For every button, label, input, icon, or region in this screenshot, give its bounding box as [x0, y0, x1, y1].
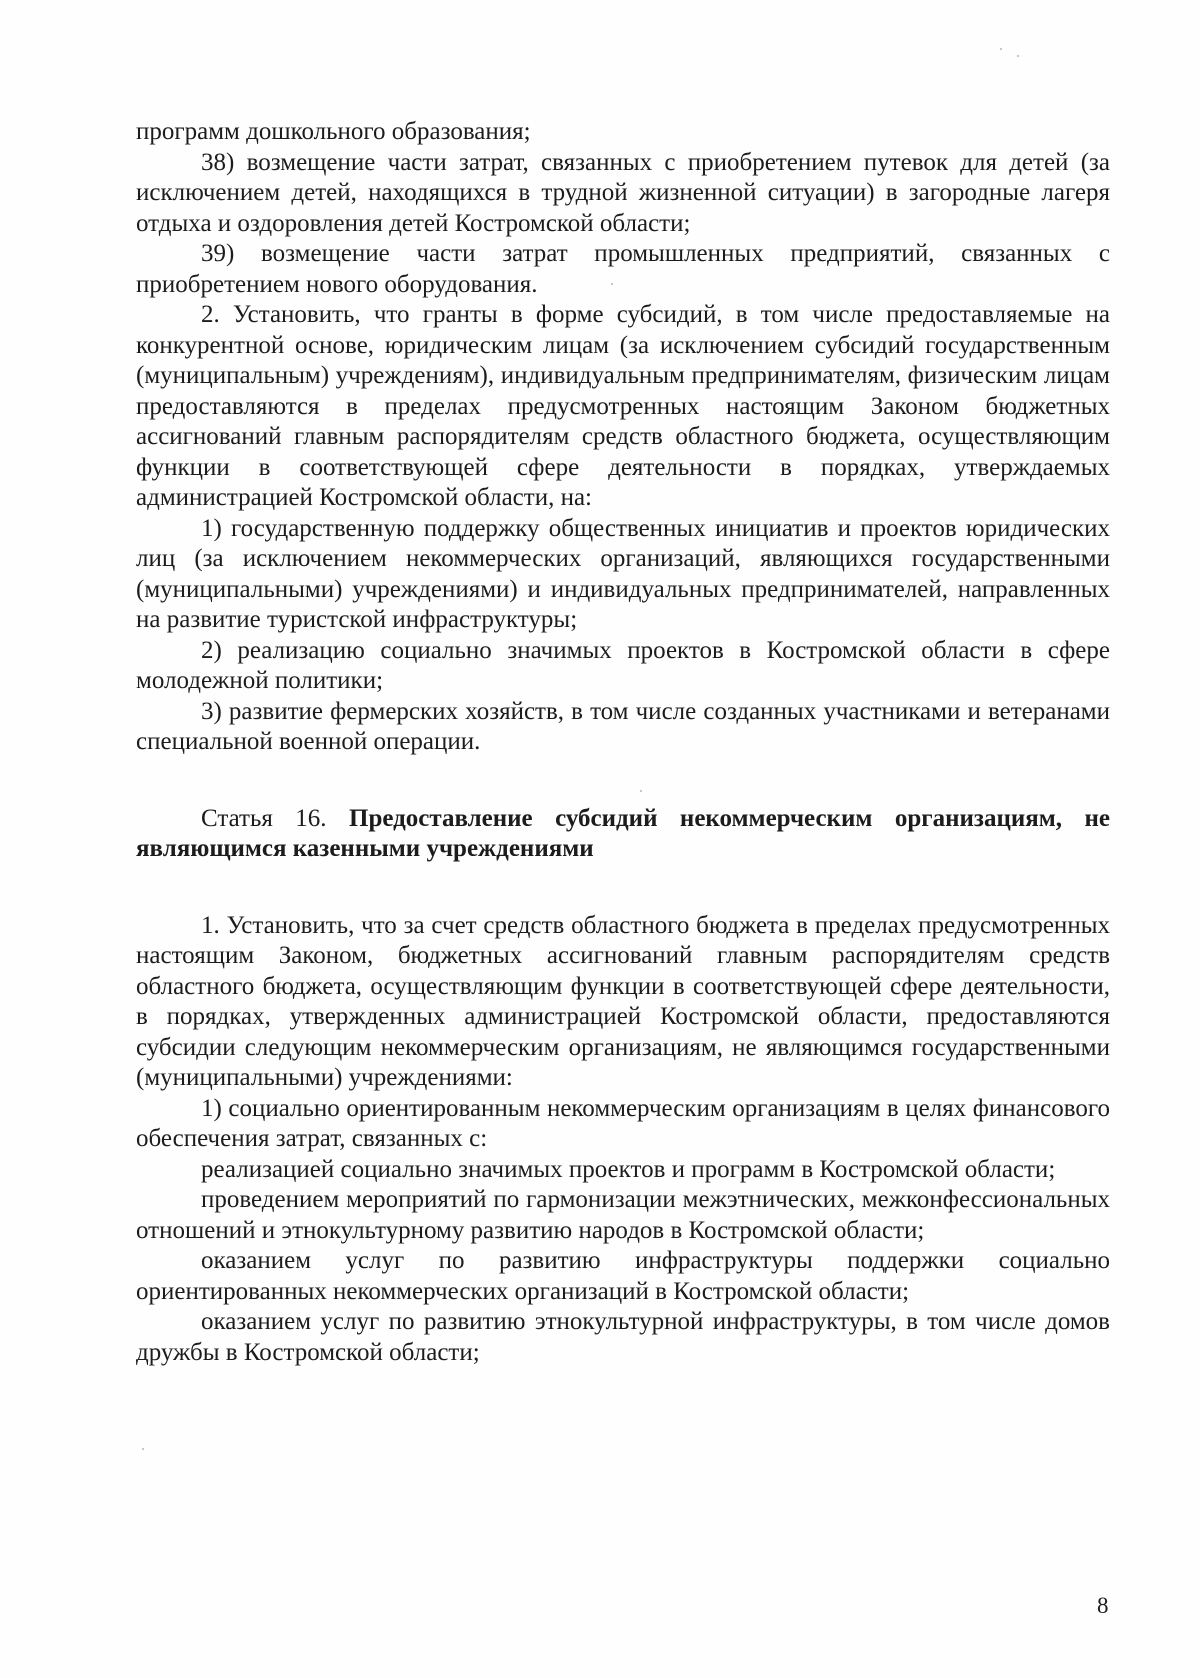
paragraph: 38) возмещение части затрат, связанных с приобретением путевок для детей (за исключением детей, находящихся в трудной жизненной ситуации) в загородные лагеря отдыха и оздоровления детей Костромской области;	[136, 148, 1110, 237]
paragraph: 2. Установить, что гранты в форме субсидий, в том числе предоставляемые на конкурентной основе, юридическим лицам (за исключением субсидий государственным (муниципальным) учреждениям), индивидуальным предпринимателям, физическим лицам предоставляются в пределах предусмотренных настоящим Законом бюджетных ассигнований главным распорядителям средств областного бюджета, осуществляющим функции в соответствующей сфере деятельности в порядках, утверждаемых администрацией Костромской области, на:	[136, 301, 1110, 511]
article-title: Предоставление субсидий некоммерческим организациям, не являющимся казенными учреждениями	[136, 804, 1110, 862]
paragraph: проведением мероприятий по гармонизации межэтнических, межконфессиональных отношений и этнокультурному развитию народов в Костромской области;	[136, 1186, 1110, 1244]
document-body	[136, 117, 1110, 1368]
paragraph: 1) государственную поддержку общественных инициатив и проектов юридических лиц (за исключением некоммерческих организаций, являющихся государственными (муниципальными) учреждениями) и индивидуальных предпринимателей, направленных на развитие туристской инфраструктуры;	[136, 514, 1110, 633]
paragraph: программ дошкольного образования;	[136, 118, 531, 145]
paragraph: оказанием услуг по развитию этнокультурной инфраструктуры, в том числе домов дружбы в Костромской области;	[136, 1308, 1110, 1366]
paragraph: 2) реализацию социально значимых проектов в Костромской области в сфере молодежной политики;	[136, 636, 1110, 694]
article-heading	[136, 804, 1110, 865]
article-prefix: Статья 16.	[201, 804, 349, 832]
paragraph: 1. Установить, что за счет средств областного бюджета в пределах предусмотренных настоящим Законом, бюджетных ассигнований главным распорядителям средств областного бюджета, осуществляющим функции в соответствующей сфере деятельности, в порядках, утвержденных администрацией Костромской области, предоставляются субсидии следующим некоммерческим организациям, не являющимся государственными (муниципальными) учреждениями:	[136, 911, 1110, 1091]
paragraph: 1) социально ориентированным некоммерческим организациям в целях финансового обеспечения затрат, связанных с:	[136, 1094, 1110, 1152]
paragraph: реализацией социально значимых проектов и программ в Костромской области;	[201, 1155, 1056, 1183]
paragraph: 39) возмещение части затрат промышленных предприятий, связанных с приобретением нового оборудования.	[136, 240, 1110, 298]
scan-speck	[640, 790, 642, 792]
scan-speck	[611, 283, 613, 285]
page-number: 8	[1097, 1593, 1109, 1618]
scan-speck	[1000, 48, 1002, 50]
scan-speck	[142, 1448, 144, 1450]
scan-speck	[1017, 55, 1019, 57]
paragraph: 3) развитие фермерских хозяйств, в том числе созданных участниками и ветеранами специальной военной операции.	[136, 697, 1110, 755]
paragraph: оказанием услуг по развитию инфраструктуры поддержки социально ориентированных некоммерческих организаций в Костромской области;	[136, 1247, 1110, 1305]
